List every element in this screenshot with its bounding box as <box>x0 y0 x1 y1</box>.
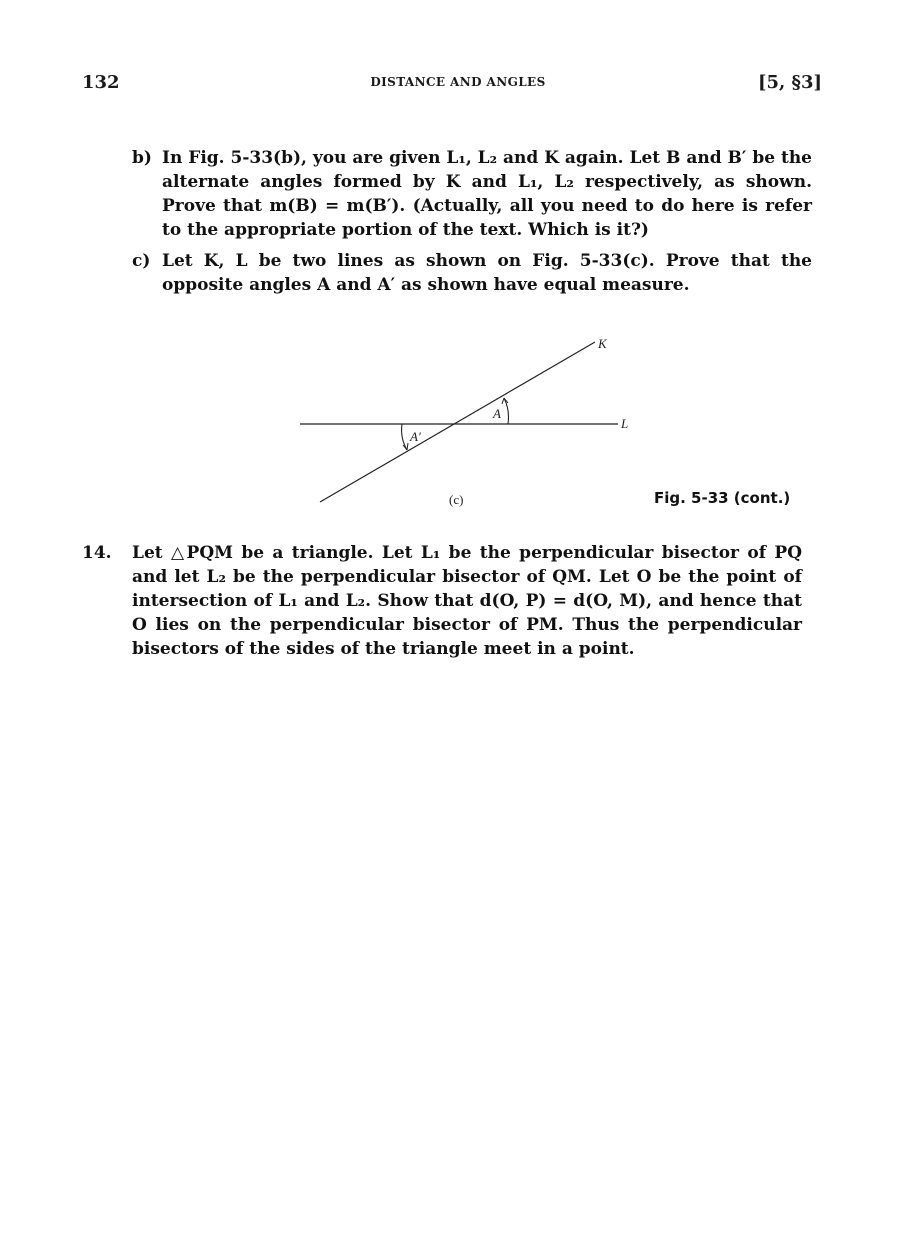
problem-14 <box>82 541 802 661</box>
section-reference: [5, §3] <box>757 72 822 93</box>
label-A-prime: A′ <box>410 429 421 444</box>
label-K: K <box>598 336 607 351</box>
item-marker: c) <box>132 251 151 271</box>
figure-5-33c <box>290 330 650 520</box>
figure-sublabel: (c) <box>449 492 464 507</box>
problem-number: 14. <box>82 543 112 563</box>
exercise-items <box>82 146 812 304</box>
line-K <box>320 342 595 502</box>
problem-text: Let △PQM be a triangle. Let L₁ be the perpendicular bisector of PQ and let L₂ be the perpendicular bisector of QM. Let O be the point of intersection of L₁ and L₂. Show that d(O, P) = d(O, M), and hence that O lies on the perpendicular bisector of PM. Thus the perpendicular bisectors of the sides of the triangle meet in a point. <box>132 543 802 659</box>
exercise-item-c <box>82 249 812 297</box>
label-L: L <box>621 416 629 431</box>
page-number: 132 <box>82 72 120 93</box>
intersecting-lines-diagram <box>290 330 650 520</box>
item-marker: b) <box>132 148 152 168</box>
exercise-item-b <box>82 146 812 242</box>
figure-caption: Fig. 5-33 (cont.) <box>654 489 791 507</box>
item-text: Let K, L be two lines as shown on Fig. 5-33(c). Prove that the opposite angles A and A′ as shown have equal measure. <box>162 251 812 295</box>
label-A: A <box>493 406 501 421</box>
item-text: In Fig. 5-33(b), you are given L₁, L₂ and K again. Let B and B′ be the alternate angles formed by K and L₁, L₂ respectively, as shown. Prove that m(B) = m(B′). (Actually, all you need to do here is refer to the appropriate portion of the text. Which is it?) <box>162 148 812 240</box>
chapter-title: DISTANCE AND ANGLES <box>370 75 546 89</box>
angle-A-arc <box>504 398 509 424</box>
running-header <box>82 72 822 96</box>
